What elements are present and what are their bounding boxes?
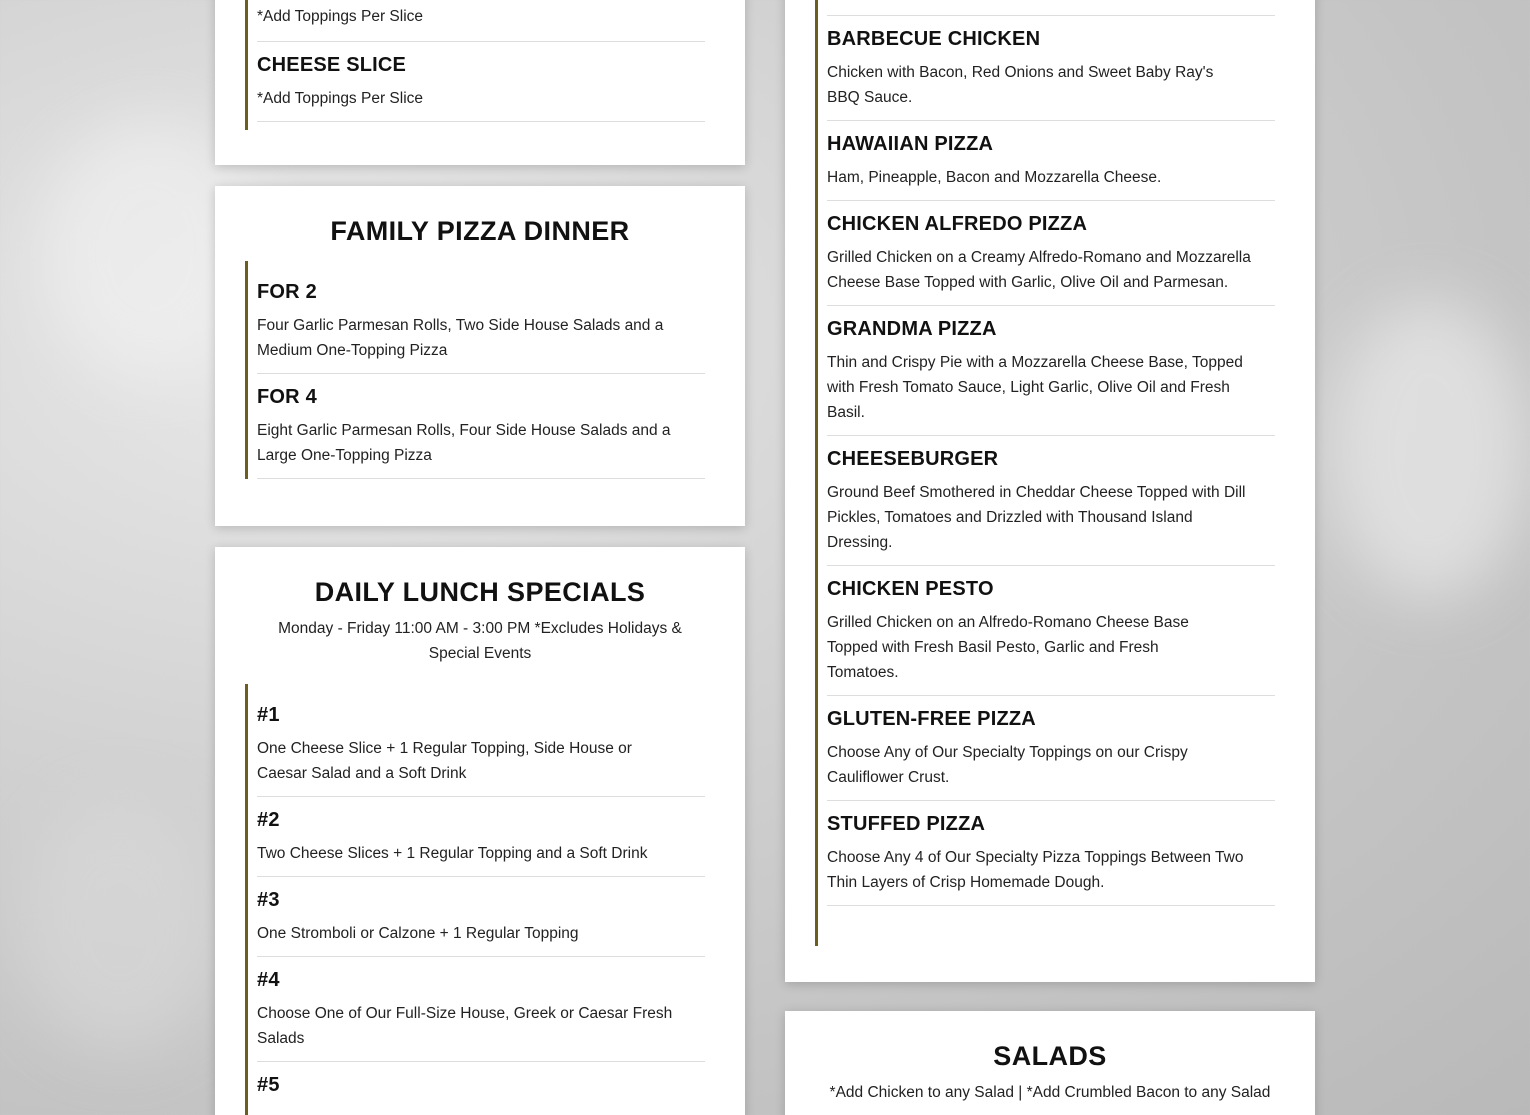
menu-item [257,261,705,374]
family-dinner-list [245,261,705,479]
menu-item [257,1062,705,1115]
section-subtitle: Monday - Friday 11:00 AM - 3:00 PM *Excludes Holidays & Special Events [278,620,682,662]
menu-item [827,696,1275,801]
family-pizza-dinner-card [215,186,745,526]
item-description: Two Cheese Slices + 1 Regular Topping and a Soft Drink [257,845,648,862]
item-description: Choose Any 4 of Our Specialty Pizza Toppings Between Two Thin Layers of Crisp Homemade Dough. [827,849,1244,891]
pizza-by-slice-card [215,0,745,165]
item-name: FOR 4 [257,386,317,408]
item-name: FOR 2 [257,281,317,303]
item-description: Chicken with Bacon, Red Onions and Sweet Baby Ray's BBQ Sauce. [827,64,1214,106]
item-description: Ham, Pineapple, Bacon and Mozzarella Cheese. [827,169,1162,186]
menu-item [827,566,1275,696]
background-texture [20,800,220,1050]
item-name: GLUTEN-FREE PIZZA [827,708,1036,730]
item-name: CHEESEBURGER [827,448,999,470]
pizza-by-slice-list [245,0,705,130]
item-name: CHICKEN ALFREDO PIZZA [827,213,1088,235]
menu-item [827,201,1275,306]
menu-item [827,121,1275,201]
specialty-pizza-list [815,0,1275,946]
item-name: #3 [257,889,280,911]
item-description: Choose Any of Our Specialty Toppings on our Crispy Cauliflower Crust. [827,744,1188,786]
item-name: #4 [257,969,280,991]
item-name: STUFFED PIZZA [827,813,986,835]
item-name: CHICKEN PESTO [827,578,994,600]
item-description: Grilled Chicken on an Alfredo-Romano Cheese Base Topped with Fresh Basil Pesto, Garlic and Fresh Tomatoes. [827,614,1189,681]
item-description: One Stromboli or Calzone + 1 Regular Topping [257,925,579,942]
item-name: #1 [257,704,280,726]
menu-item [257,0,705,42]
item-name: #2 [257,809,280,831]
item-description: *Add Toppings Per Slice [257,8,424,25]
item-description: *Add Toppings Per Slice [257,90,424,107]
menu-item [827,801,1275,906]
salads-card [785,1011,1315,1115]
item-description: Grilled Chicken on a Creamy Alfredo-Romano and Mozzarella Cheese Base Topped with Garlic, Olive Oil and Parmesan. [827,249,1251,291]
menu-item [257,684,705,797]
menu-item [827,16,1275,121]
item-description: Four Garlic Parmesan Rolls, Two Side House Salads and a Medium One-Topping Pizza [257,317,664,359]
menu-item [257,797,705,877]
item-description: One Cheese Slice + 1 Regular Topping, Side House or Caesar Salad and a Soft Drink [257,740,632,782]
section-subtitle: *Add Chicken to any Salad | *Add Crumbled Bacon to any Salad [829,1084,1271,1101]
menu-item [827,436,1275,566]
menu-item [257,42,705,122]
background-texture [1330,300,1530,600]
item-name: CHEESE SLICE [257,54,407,76]
item-name: GRANDMA PIZZA [827,318,997,340]
section-title: SALADS [993,1041,1107,1071]
item-name: #5 [257,1074,280,1096]
item-description: Ground Beef Smothered in Cheddar Cheese Topped with Dill Pickles, Tomatoes and Drizzled with Thousand Island Dressing. [827,484,1246,551]
menu-item [257,957,705,1062]
specialty-pizzas-card [785,0,1315,982]
item-description: Thin and Crispy Pie with a Mozzarella Cheese Base, Topped with Fresh Tomato Sauce, Light Garlic, Olive Oil and Fresh Basil. [827,354,1243,421]
item-name: BARBECUE CHICKEN [827,28,1041,50]
item-description: Eight Garlic Parmesan Rolls, Four Side House Salads and a Large One-Topping Pizza [257,422,671,464]
item-description: Choose One of Our Full-Size House, Greek or Caesar Fresh Salads [257,1005,673,1047]
section-title: DAILY LUNCH SPECIALS [314,577,646,607]
menu-item [827,306,1275,436]
item-name: HAWAIIAN PIZZA [827,133,994,155]
daily-lunch-specials-card [215,547,745,1115]
item-divider [827,0,1275,16]
menu-item [257,877,705,957]
lunch-specials-list [245,684,705,1115]
menu-item [257,374,705,479]
section-title: FAMILY PIZZA DINNER [330,216,630,246]
